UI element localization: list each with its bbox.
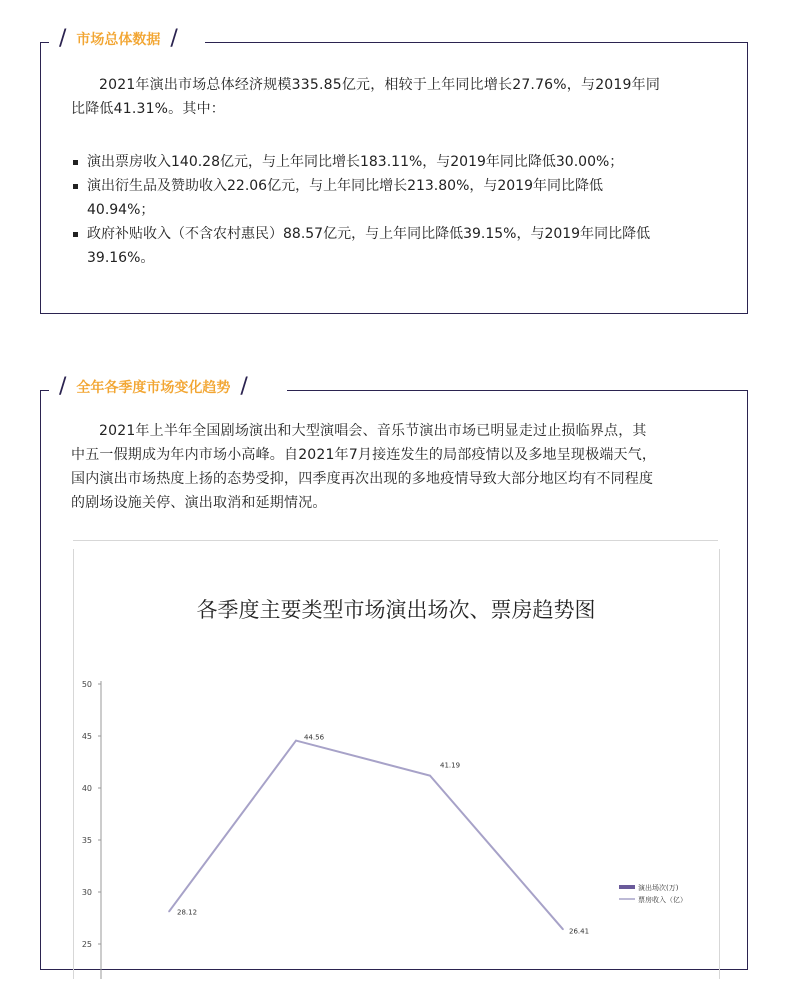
intro-line-2: 比降低41.31%。其中： [71, 101, 225, 117]
list-item-text: 政府补贴收入（不含农村惠民）88.57亿元，与上年同比降低39.15%，与2019年同比降低 [87, 226, 651, 242]
slash-icon: / [170, 26, 178, 51]
para-line: 2021年上半年全国剧场演出和大型演唱会、音乐节演出市场已明显走过止损临界点，其 [99, 423, 647, 439]
slash-icon: / [59, 26, 67, 51]
data-label: 26.41 [569, 927, 590, 936]
data-point [295, 740, 297, 742]
intro-paragraph [71, 73, 741, 121]
section-heading [53, 376, 254, 398]
intro-line-1: 2021年演出市场总体经济规模335.85亿元，相较于上年同比增长27.76%，与2019年同 [99, 77, 661, 93]
y-tick-label: 45 [81, 732, 92, 741]
list-item [71, 174, 741, 222]
y-ticks [82, 680, 101, 949]
overview-panel [40, 26, 748, 314]
data-label: 28.12 [177, 908, 198, 917]
list-item [71, 222, 741, 270]
chart-frame [73, 540, 718, 971]
list-item [71, 150, 741, 174]
para-line: 的剧场设施关停、演出取消和延期情况。 [71, 495, 327, 511]
slash-icon: / [240, 374, 248, 399]
y-tick-label: 40 [81, 784, 92, 793]
y-tick-label: 30 [81, 888, 92, 897]
chart-title: 各季度主要类型市场演出场次、票房趋势图 [196, 598, 596, 622]
y-tick-label: 35 [81, 836, 92, 845]
slash-icon: / [59, 374, 67, 399]
trend-chart [74, 549, 719, 979]
series-line [169, 741, 563, 930]
list-item-text: 演出票房收入140.28亿元，与上年同比增长183.11%，与2019年同比降低30.00%； [87, 154, 624, 170]
list-item-text-cont: 39.16%。 [87, 250, 155, 266]
y-tick-label: 25 [81, 940, 92, 949]
legend-label: 票房收入（亿） [638, 896, 687, 904]
section-title: 全年各季度市场变化趋势 [76, 380, 231, 396]
chart-area [73, 549, 720, 979]
trend-panel [40, 374, 748, 970]
list-item-text: 演出衍生品及赞助收入22.06亿元，与上年同比增长213.80%，与2019年同比降低 [87, 178, 603, 194]
data-point [429, 775, 431, 777]
chart-series [168, 740, 564, 930]
y-tick-label: 50 [81, 680, 92, 689]
data-label: 44.56 [304, 733, 325, 742]
para-line: 中五一假期成为年内市场小高峰。自2021年7月接连发生的局部疫情以及多地呈现极端天气， [71, 447, 657, 463]
trend-paragraph [71, 419, 747, 515]
list-item-text-cont: 40.94%； [87, 202, 155, 218]
para-line: 国内演出市场热度上扬的态势受抑，四季度再次出现的多地疫情导致大部分地区均有不同程度 [71, 471, 654, 487]
data-label: 41.19 [440, 761, 461, 770]
data-point [168, 911, 170, 913]
chart-legend [619, 883, 687, 904]
section-title: 市场总体数据 [76, 32, 161, 48]
section-heading [53, 28, 184, 50]
revenue-list [71, 150, 741, 270]
data-point [562, 929, 564, 931]
legend-label: 演出场次(万) [638, 884, 679, 892]
